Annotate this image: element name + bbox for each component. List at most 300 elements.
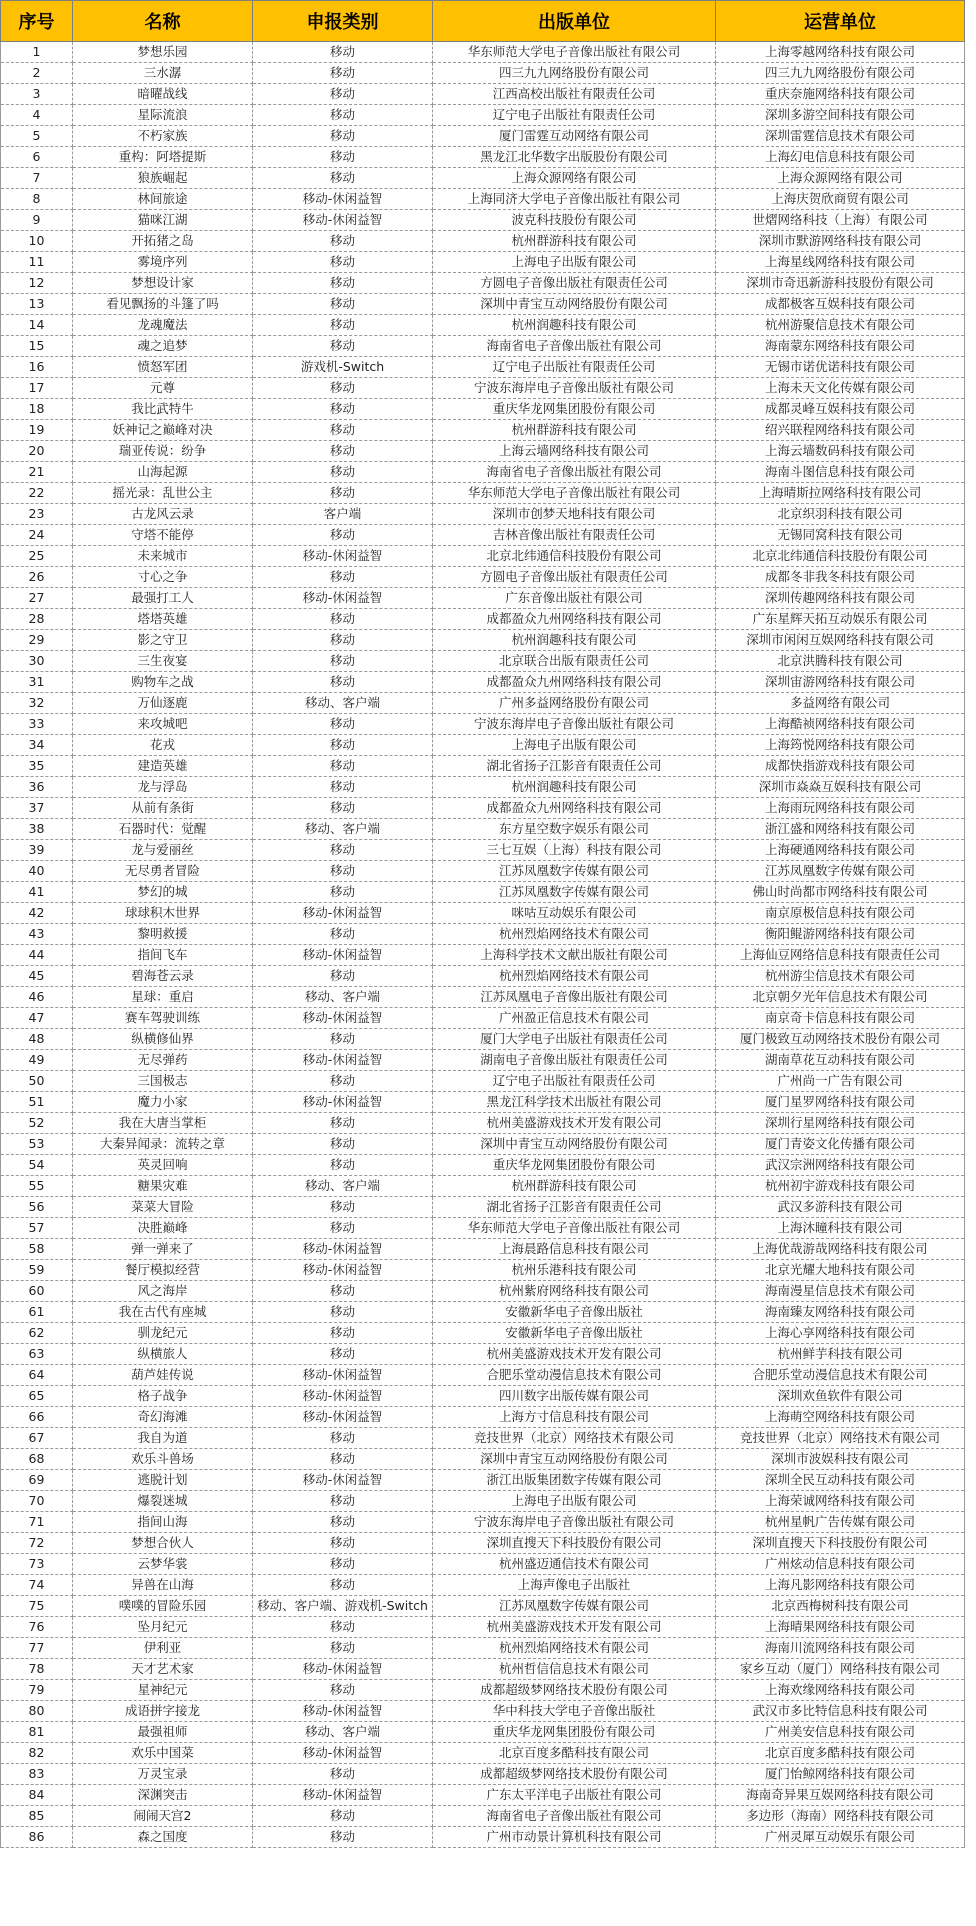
cell-name: 葫芦娃传说 — [73, 1365, 253, 1386]
cell-operator: 武汉市多比特信息科技有限公司 — [716, 1701, 965, 1722]
cell-no: 34 — [1, 735, 73, 756]
cell-no: 69 — [1, 1470, 73, 1491]
table-row — [1, 63, 965, 84]
cell-category: 移动 — [253, 1134, 433, 1155]
cell-operator: 家乡互动（厦门）网络科技有限公司 — [716, 1659, 965, 1680]
cell-name: 天才艺术家 — [73, 1659, 253, 1680]
cell-no: 63 — [1, 1344, 73, 1365]
cell-publisher: 厦门大学电子出版社有限责任公司 — [433, 1029, 716, 1050]
cell-no: 41 — [1, 882, 73, 903]
cell-category: 移动 — [253, 756, 433, 777]
table-row — [1, 1785, 965, 1806]
cell-publisher: 杭州烈焰网络技术有限公司 — [433, 966, 716, 987]
cell-name: 山海起源 — [73, 462, 253, 483]
cell-category: 移动 — [253, 1302, 433, 1323]
cell-publisher: 海南省电子音像出版社有限公司 — [433, 462, 716, 483]
cell-publisher: 杭州群游科技有限公司 — [433, 420, 716, 441]
table-row — [1, 1659, 965, 1680]
cell-operator: 海南奇异果互娱网络科技有限公司 — [716, 1785, 965, 1806]
cell-no: 10 — [1, 231, 73, 252]
table-row — [1, 651, 965, 672]
cell-no: 42 — [1, 903, 73, 924]
table-row — [1, 504, 965, 525]
cell-operator: 佛山时尚都市网络科技有限公司 — [716, 882, 965, 903]
header-name: 名称 — [73, 1, 253, 42]
cell-category: 移动 — [253, 147, 433, 168]
table-row — [1, 1113, 965, 1134]
cell-no: 27 — [1, 588, 73, 609]
cell-publisher: 杭州群游科技有限公司 — [433, 1176, 716, 1197]
cell-category: 移动 — [253, 252, 433, 273]
cell-name: 欢乐中国菜 — [73, 1743, 253, 1764]
cell-operator: 广州尚一广告有限公司 — [716, 1071, 965, 1092]
cell-publisher: 东方星空数字娱乐有限公司 — [433, 819, 716, 840]
cell-no: 11 — [1, 252, 73, 273]
cell-operator: 衡阳鲲游网络科技有限公司 — [716, 924, 965, 945]
cell-no: 76 — [1, 1617, 73, 1638]
cell-name: 雾境序列 — [73, 252, 253, 273]
cell-publisher: 合肥乐堂动漫信息技术有限公司 — [433, 1365, 716, 1386]
cell-category: 移动 — [253, 735, 433, 756]
cell-publisher: 广东太平洋电子出版社有限公司 — [433, 1785, 716, 1806]
cell-no: 24 — [1, 525, 73, 546]
cell-publisher: 华东师范大学电子音像出版社有限公司 — [433, 483, 716, 504]
cell-publisher: 成都超级梦网络技术股份有限公司 — [433, 1680, 716, 1701]
cell-name: 摇光录：乱世公主 — [73, 483, 253, 504]
cell-category: 移动、客户端 — [253, 987, 433, 1008]
cell-name: 梦想合伙人 — [73, 1533, 253, 1554]
cell-no: 3 — [1, 84, 73, 105]
cell-publisher: 黑龙江科学技术出版社有限公司 — [433, 1092, 716, 1113]
cell-name: 奇幻海滩 — [73, 1407, 253, 1428]
table-row — [1, 1365, 965, 1386]
cell-category: 移动 — [253, 315, 433, 336]
cell-operator: 杭州游聚信息技术有限公司 — [716, 315, 965, 336]
cell-operator: 成都快指游戏科技有限公司 — [716, 756, 965, 777]
cell-publisher: 上海同济大学电子音像出版社有限公司 — [433, 189, 716, 210]
table-row — [1, 1722, 965, 1743]
cell-operator: 海南臻友网络科技有限公司 — [716, 1302, 965, 1323]
cell-operator: 深圳全民互动科技有限公司 — [716, 1470, 965, 1491]
cell-category: 移动 — [253, 1449, 433, 1470]
header-category: 申报类别 — [253, 1, 433, 42]
cell-name: 指间飞车 — [73, 945, 253, 966]
cell-category: 移动 — [253, 63, 433, 84]
cell-no: 18 — [1, 399, 73, 420]
cell-operator: 上海零越网络科技有限公司 — [716, 42, 965, 63]
cell-name: 瑞亚传说：纷争 — [73, 441, 253, 462]
cell-category: 移动 — [253, 84, 433, 105]
table-row — [1, 945, 965, 966]
cell-name: 魂之追梦 — [73, 336, 253, 357]
cell-category: 移动 — [253, 168, 433, 189]
table-row — [1, 756, 965, 777]
cell-publisher: 杭州哲信信息技术有限公司 — [433, 1659, 716, 1680]
header-row — [1, 1, 965, 42]
cell-category: 移动 — [253, 1491, 433, 1512]
cell-operator: 多边形（海南）网络科技有限公司 — [716, 1806, 965, 1827]
cell-operator: 成都灵峰互娱科技有限公司 — [716, 399, 965, 420]
table-row — [1, 147, 965, 168]
cell-publisher: 深圳中青宝互动网络股份有限公司 — [433, 294, 716, 315]
cell-name: 我在大唐当掌柜 — [73, 1113, 253, 1134]
cell-category: 移动-休闲益智 — [253, 210, 433, 231]
cell-publisher: 杭州润趣科技有限公司 — [433, 315, 716, 336]
cell-publisher: 上海电子出版有限公司 — [433, 1491, 716, 1512]
cell-operator: 杭州初宇游戏科技有限公司 — [716, 1176, 965, 1197]
cell-operator: 北京百度多酷科技有限公司 — [716, 1743, 965, 1764]
cell-publisher: 上海声像电子出版社 — [433, 1575, 716, 1596]
cell-name: 花戎 — [73, 735, 253, 756]
cell-name: 梦想乐园 — [73, 42, 253, 63]
cell-publisher: 湖南电子音像出版社有限责任公司 — [433, 1050, 716, 1071]
cell-publisher: 江苏凤凰数字传媒有限公司 — [433, 882, 716, 903]
table-row — [1, 1638, 965, 1659]
cell-no: 31 — [1, 672, 73, 693]
table-row — [1, 693, 965, 714]
cell-category: 移动 — [253, 525, 433, 546]
cell-no: 32 — [1, 693, 73, 714]
cell-operator: 上海雨玩网络科技有限公司 — [716, 798, 965, 819]
cell-publisher: 湖北省扬子江影音有限责任公司 — [433, 756, 716, 777]
cell-no: 73 — [1, 1554, 73, 1575]
table-row — [1, 1407, 965, 1428]
cell-no: 5 — [1, 126, 73, 147]
cell-name: 异兽在山海 — [73, 1575, 253, 1596]
cell-category: 移动 — [253, 399, 433, 420]
cell-no: 36 — [1, 777, 73, 798]
cell-publisher: 深圳中青宝互动网络股份有限公司 — [433, 1449, 716, 1470]
cell-operator: 成都冬非我冬科技有限公司 — [716, 567, 965, 588]
cell-publisher: 深圳市创梦天地科技有限公司 — [433, 504, 716, 525]
table-row — [1, 1176, 965, 1197]
cell-name: 万仙逐鹿 — [73, 693, 253, 714]
table-row — [1, 1050, 965, 1071]
cell-name: 决胜巅峰 — [73, 1218, 253, 1239]
table-row — [1, 441, 965, 462]
cell-name: 三国极志 — [73, 1071, 253, 1092]
cell-category: 移动 — [253, 42, 433, 63]
cell-publisher: 宁波东海岸电子音像出版社有限公司 — [433, 714, 716, 735]
cell-name: 寸心之争 — [73, 567, 253, 588]
cell-category: 移动-休闲益智 — [253, 1743, 433, 1764]
cell-publisher: 厦门雷霆互动网络有限公司 — [433, 126, 716, 147]
cell-category: 移动、客户端 — [253, 1722, 433, 1743]
cell-category: 移动 — [253, 882, 433, 903]
cell-operator: 上海众源网络有限公司 — [716, 168, 965, 189]
cell-no: 37 — [1, 798, 73, 819]
cell-category: 移动 — [253, 1827, 433, 1848]
cell-no: 61 — [1, 1302, 73, 1323]
table-row — [1, 294, 965, 315]
cell-name: 餐厅模拟经营 — [73, 1260, 253, 1281]
cell-publisher: 宁波东海岸电子音像出版社有限公司 — [433, 1512, 716, 1533]
cell-category: 移动-休闲益智 — [253, 1470, 433, 1491]
cell-operator: 江苏凤凰数字传媒有限公司 — [716, 861, 965, 882]
cell-operator: 北京西梅树科技有限公司 — [716, 1596, 965, 1617]
cell-no: 85 — [1, 1806, 73, 1827]
table-row — [1, 483, 965, 504]
cell-no: 59 — [1, 1260, 73, 1281]
cell-category: 客户端 — [253, 504, 433, 525]
cell-publisher: 三七互娱（上海）科技有限公司 — [433, 840, 716, 861]
cell-publisher: 海南省电子音像出版社有限公司 — [433, 1806, 716, 1827]
table-row — [1, 609, 965, 630]
cell-no: 60 — [1, 1281, 73, 1302]
cell-operator: 无锡市诺优诺科技有限公司 — [716, 357, 965, 378]
cell-category: 移动-休闲益智 — [253, 1365, 433, 1386]
cell-no: 22 — [1, 483, 73, 504]
cell-no: 17 — [1, 378, 73, 399]
cell-category: 移动-休闲益智 — [253, 1008, 433, 1029]
table-row — [1, 630, 965, 651]
cell-publisher: 杭州润趣科技有限公司 — [433, 777, 716, 798]
cell-category: 移动 — [253, 105, 433, 126]
cell-operator: 深圳宙游网络科技有限公司 — [716, 672, 965, 693]
cell-name: 纵横修仙界 — [73, 1029, 253, 1050]
table-row — [1, 672, 965, 693]
cell-publisher: 上海云墙网络科技有限公司 — [433, 441, 716, 462]
cell-operator: 深圳市焱焱互娱科技有限公司 — [716, 777, 965, 798]
cell-name: 噗噗的冒险乐园 — [73, 1596, 253, 1617]
table-row — [1, 1617, 965, 1638]
cell-operator: 广州美安信息科技有限公司 — [716, 1722, 965, 1743]
cell-publisher: 重庆华龙网集团股份有限公司 — [433, 1722, 716, 1743]
cell-category: 移动 — [253, 714, 433, 735]
table-row — [1, 399, 965, 420]
table-row — [1, 1029, 965, 1050]
cell-category: 移动 — [253, 483, 433, 504]
cell-name: 万灵宝录 — [73, 1764, 253, 1785]
cell-no: 47 — [1, 1008, 73, 1029]
table-row — [1, 924, 965, 945]
cell-operator: 四三九九网络股份有限公司 — [716, 63, 965, 84]
cell-no: 15 — [1, 336, 73, 357]
cell-category: 移动 — [253, 672, 433, 693]
cell-no: 44 — [1, 945, 73, 966]
cell-category: 移动 — [253, 1344, 433, 1365]
cell-category: 移动 — [253, 1197, 433, 1218]
cell-category: 移动 — [253, 1680, 433, 1701]
table-row — [1, 1092, 965, 1113]
cell-operator: 广州灵犀互动娱乐有限公司 — [716, 1827, 965, 1848]
cell-name: 伊利亚 — [73, 1638, 253, 1659]
cell-no: 82 — [1, 1743, 73, 1764]
cell-name: 三生夜宴 — [73, 651, 253, 672]
cell-no: 54 — [1, 1155, 73, 1176]
table-row — [1, 1323, 965, 1344]
cell-operator: 深圳传趣网络科技有限公司 — [716, 588, 965, 609]
cell-operator: 世熠网络科技（上海）有限公司 — [716, 210, 965, 231]
cell-publisher: 北京北纬通信科技股份有限公司 — [433, 546, 716, 567]
cell-operator: 海南斗图信息科技有限公司 — [716, 462, 965, 483]
cell-publisher: 辽宁电子出版社有限责任公司 — [433, 1071, 716, 1092]
table-row — [1, 189, 965, 210]
cell-name: 最强打工人 — [73, 588, 253, 609]
cell-publisher: 上海晨路信息科技有限公司 — [433, 1239, 716, 1260]
cell-publisher: 杭州盛迈通信技术有限公司 — [433, 1554, 716, 1575]
cell-operator: 北京光耀大地科技有限公司 — [716, 1260, 965, 1281]
cell-operator: 成都极客互娱科技有限公司 — [716, 294, 965, 315]
cell-publisher: 方圆电子音像出版社有限责任公司 — [433, 567, 716, 588]
table-row — [1, 1764, 965, 1785]
cell-category: 移动-休闲益智 — [253, 1386, 433, 1407]
cell-name: 指间山海 — [73, 1512, 253, 1533]
cell-operator: 上海未天文化传媒有限公司 — [716, 378, 965, 399]
cell-category: 移动 — [253, 1428, 433, 1449]
cell-name: 赛车驾驶训练 — [73, 1008, 253, 1029]
cell-category: 移动 — [253, 924, 433, 945]
cell-operator: 深圳直搜天下科技股份有限公司 — [716, 1533, 965, 1554]
cell-category: 移动 — [253, 1764, 433, 1785]
cell-category: 移动 — [253, 1029, 433, 1050]
table-row — [1, 777, 965, 798]
cell-publisher: 杭州群游科技有限公司 — [433, 231, 716, 252]
cell-category: 移动 — [253, 609, 433, 630]
cell-operator: 上海欢缘网络科技有限公司 — [716, 1680, 965, 1701]
cell-no: 62 — [1, 1323, 73, 1344]
cell-category: 移动 — [253, 336, 433, 357]
table-row — [1, 714, 965, 735]
cell-category: 移动-休闲益智 — [253, 1701, 433, 1722]
cell-no: 75 — [1, 1596, 73, 1617]
cell-publisher: 上海电子出版有限公司 — [433, 252, 716, 273]
cell-publisher: 咪咕互动娱乐有限公司 — [433, 903, 716, 924]
table-row — [1, 567, 965, 588]
table-row — [1, 1827, 965, 1848]
cell-no: 20 — [1, 441, 73, 462]
cell-category: 移动 — [253, 1071, 433, 1092]
cell-operator: 武汉宗洲网络科技有限公司 — [716, 1155, 965, 1176]
cell-name: 森之国度 — [73, 1827, 253, 1848]
table-row — [1, 1260, 965, 1281]
cell-category: 移动 — [253, 840, 433, 861]
cell-operator: 上海晴斯拉网络科技有限公司 — [716, 483, 965, 504]
cell-name: 我自为道 — [73, 1428, 253, 1449]
cell-publisher: 辽宁电子出版社有限责任公司 — [433, 105, 716, 126]
cell-no: 72 — [1, 1533, 73, 1554]
cell-publisher: 黑龙江北华数字出版股份有限公司 — [433, 147, 716, 168]
cell-no: 78 — [1, 1659, 73, 1680]
cell-category: 移动-休闲益智 — [253, 1407, 433, 1428]
cell-publisher: 方圆电子音像出版社有限责任公司 — [433, 273, 716, 294]
cell-name: 不朽家族 — [73, 126, 253, 147]
cell-category: 移动-休闲益智 — [253, 1659, 433, 1680]
cell-category: 移动-休闲益智 — [253, 945, 433, 966]
cell-name: 逃脱计划 — [73, 1470, 253, 1491]
table-row — [1, 1470, 965, 1491]
cell-operator: 深圳多游空间科技有限公司 — [716, 105, 965, 126]
cell-publisher: 浙江出版集团数字传媒有限公司 — [433, 1470, 716, 1491]
cell-category: 移动 — [253, 273, 433, 294]
cell-operator: 厦门极致互动网络技术股份有限公司 — [716, 1029, 965, 1050]
header-operator: 运营单位 — [716, 1, 965, 42]
cell-no: 48 — [1, 1029, 73, 1050]
cell-category: 移动 — [253, 1323, 433, 1344]
cell-publisher: 安徽新华电子音像出版社 — [433, 1302, 716, 1323]
table-row — [1, 168, 965, 189]
cell-publisher: 杭州烈焰网络技术有限公司 — [433, 1638, 716, 1659]
cell-category: 移动 — [253, 1218, 433, 1239]
cell-name: 从前有条街 — [73, 798, 253, 819]
cell-operator: 上海荣诚网络科技有限公司 — [716, 1491, 965, 1512]
cell-name: 狼族崛起 — [73, 168, 253, 189]
table-row — [1, 1008, 965, 1029]
cell-category: 移动、客户端 — [253, 819, 433, 840]
cell-operator: 武汉多游科技有限公司 — [716, 1197, 965, 1218]
cell-no: 29 — [1, 630, 73, 651]
table-row — [1, 315, 965, 336]
header-no: 序号 — [1, 1, 73, 42]
cell-no: 35 — [1, 756, 73, 777]
cell-no: 23 — [1, 504, 73, 525]
cell-publisher: 杭州美盛游戏技术开发有限公司 — [433, 1617, 716, 1638]
table-row — [1, 546, 965, 567]
table-row — [1, 903, 965, 924]
cell-category: 移动 — [253, 1533, 433, 1554]
cell-publisher: 江西高校出版社有限责任公司 — [433, 84, 716, 105]
cell-no: 8 — [1, 189, 73, 210]
cell-publisher: 华东师范大学电子音像出版社有限公司 — [433, 42, 716, 63]
cell-operator: 深圳欢鱼软件有限公司 — [716, 1386, 965, 1407]
cell-name: 龙与爱丽丝 — [73, 840, 253, 861]
cell-category: 移动 — [253, 231, 433, 252]
cell-name: 星神纪元 — [73, 1680, 253, 1701]
cell-category: 移动 — [253, 1617, 433, 1638]
cell-category: 移动 — [253, 126, 433, 147]
cell-publisher: 广州市动景计算机科技有限公司 — [433, 1827, 716, 1848]
cell-category: 移动-休闲益智 — [253, 588, 433, 609]
table-row — [1, 42, 965, 63]
cell-no: 21 — [1, 462, 73, 483]
cell-no: 70 — [1, 1491, 73, 1512]
table-row — [1, 840, 965, 861]
cell-operator: 深圳市默游网络科技有限公司 — [716, 231, 965, 252]
table-row — [1, 1239, 965, 1260]
cell-category: 移动-休闲益智 — [253, 1239, 433, 1260]
cell-category: 游戏机-Switch — [253, 357, 433, 378]
cell-operator: 深圳行星网络科技有限公司 — [716, 1113, 965, 1134]
cell-category: 移动 — [253, 1281, 433, 1302]
cell-operator: 厦门星罗网络科技有限公司 — [716, 1092, 965, 1113]
cell-publisher: 四川数字出版传媒有限公司 — [433, 1386, 716, 1407]
cell-operator: 上海幻电信息科技有限公司 — [716, 147, 965, 168]
cell-name: 爆裂迷城 — [73, 1491, 253, 1512]
cell-name: 风之海岸 — [73, 1281, 253, 1302]
table-row — [1, 1575, 965, 1596]
cell-name: 黎明救援 — [73, 924, 253, 945]
table-header — [1, 1, 965, 42]
cell-name: 无尽勇者冒险 — [73, 861, 253, 882]
table-row — [1, 1806, 965, 1827]
cell-publisher: 广东音像出版社有限公司 — [433, 588, 716, 609]
cell-publisher: 江苏凤凰数字传媒有限公司 — [433, 861, 716, 882]
cell-name: 石器时代：觉醒 — [73, 819, 253, 840]
cell-no: 49 — [1, 1050, 73, 1071]
cell-category: 移动 — [253, 1575, 433, 1596]
cell-name: 星际流浪 — [73, 105, 253, 126]
cell-category: 移动 — [253, 567, 433, 588]
cell-category: 移动 — [253, 1113, 433, 1134]
cell-publisher: 杭州乐港科技有限公司 — [433, 1260, 716, 1281]
cell-category: 移动 — [253, 777, 433, 798]
cell-name: 魔力小家 — [73, 1092, 253, 1113]
cell-operator: 厦门青姿文化传播有限公司 — [716, 1134, 965, 1155]
table-row — [1, 1512, 965, 1533]
cell-operator: 绍兴联程网络科技有限公司 — [716, 420, 965, 441]
table-row — [1, 1134, 965, 1155]
cell-name: 大秦异闻录：流转之章 — [73, 1134, 253, 1155]
